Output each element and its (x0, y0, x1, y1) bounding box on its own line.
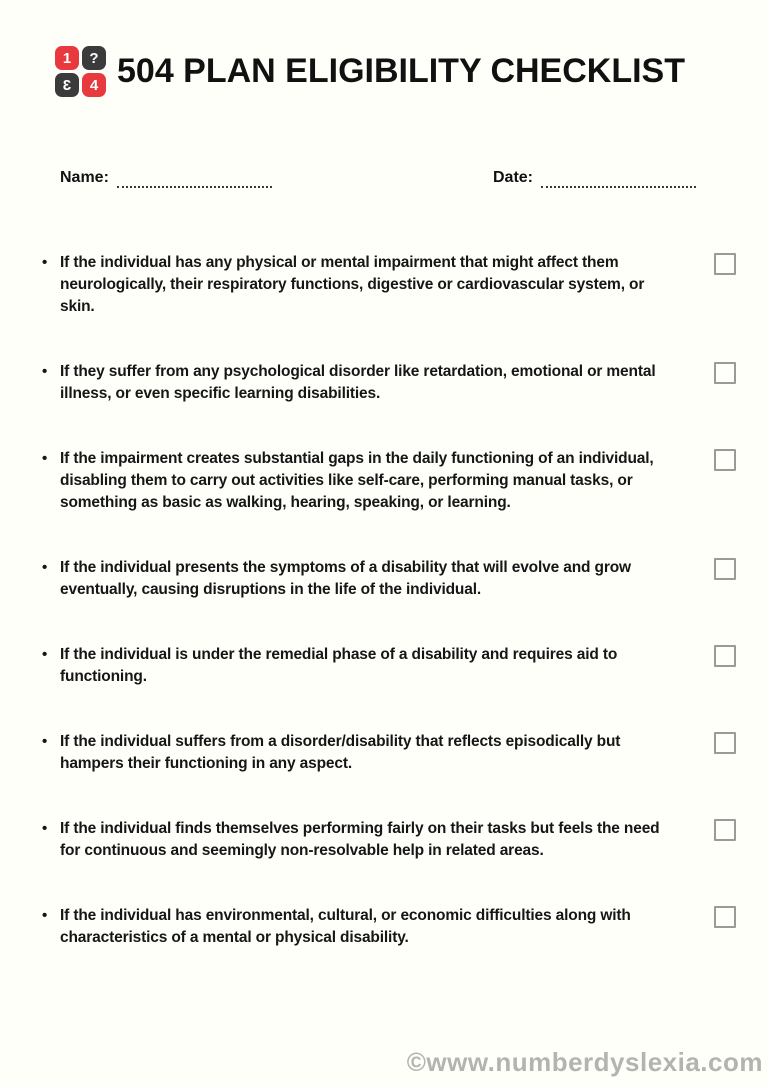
bullet-icon: • (42, 907, 48, 924)
checklist-item-text: If the individual suffers from a disorder/disability that reflects episodically but hampers their functioning in any aspect. (60, 733, 621, 772)
checkbox[interactable] (714, 819, 736, 841)
logo-tile-1-icon: 1 (55, 46, 79, 70)
bullet-icon: • (42, 254, 48, 271)
checkbox[interactable] (714, 362, 736, 384)
checklist-item-text: If the individual is under the remedial phase of a disability and requires aid to functioning. (60, 646, 618, 685)
checklist-item-text: If the individual finds themselves performing fairly on their tasks but feels the need for continuous and seemingly non-resolvable help in related areas. (60, 820, 660, 859)
checkbox[interactable] (714, 732, 736, 754)
bullet-icon: • (42, 363, 48, 380)
checklist-item-text: If the individual presents the symptoms of a disability that will evolve and grow eventually, causing disruptions in the life of the individual. (60, 559, 631, 598)
date-field[interactable] (541, 172, 696, 188)
bullet-icon: • (42, 450, 48, 467)
name-field-group (60, 168, 272, 188)
name-label: Name: (60, 169, 109, 186)
checklist-item (42, 252, 736, 318)
name-field[interactable] (117, 172, 272, 188)
checklist-item (42, 818, 736, 862)
bullet-icon: • (42, 820, 48, 837)
checkbox[interactable] (714, 253, 736, 275)
checklist-item-text: If the individual has any physical or mental impairment that might affect them neurologically, their respiratory functions, digestive or cardiovascular system, or skin. (60, 254, 645, 315)
bullet-icon: • (42, 559, 48, 576)
checkbox[interactable] (714, 906, 736, 928)
eligibility-checklist (42, 252, 736, 992)
page-title: 504 PLAN ELIGIBILITY CHECKLIST (117, 52, 686, 90)
checklist-item-text: If the impairment creates substantial gaps in the daily functioning of an individual, disabling them to carry out activities like self-care, performing manual tasks, or something as basic as walking, hearing, speaking, or learning. (60, 450, 654, 511)
bullet-icon: • (42, 733, 48, 750)
bullet-icon: • (42, 646, 48, 663)
logo-tile-4-icon: 4 (82, 73, 106, 97)
logo-tile-?-icon: ? (82, 46, 106, 70)
date-label: Date: (492, 169, 533, 186)
checklist-item-text: If the individual has environmental, cultural, or economic difficulties along with characteristics of a mental or physical disability. (60, 907, 631, 946)
page-header (55, 46, 685, 97)
checkbox[interactable] (714, 645, 736, 667)
date-field-group (493, 168, 696, 188)
checkbox[interactable] (714, 558, 736, 580)
logo-tile-3-icon: 3 (55, 73, 79, 97)
checkbox[interactable] (714, 449, 736, 471)
checklist-item-text: If they suffer from any psychological disorder like retardation, emotional or mental illness, or even specific learning disabilities. (60, 363, 656, 402)
watermark: ©www.numberdyslexia.com (406, 1047, 763, 1077)
checklist-item (42, 905, 736, 949)
name-date-row (60, 168, 696, 188)
checklist-item (42, 731, 736, 775)
checklist-item (42, 557, 736, 601)
checklist-item (42, 361, 736, 405)
number-tiles-logo-icon (55, 46, 106, 97)
checklist-item (42, 448, 736, 514)
checklist-item (42, 644, 736, 688)
